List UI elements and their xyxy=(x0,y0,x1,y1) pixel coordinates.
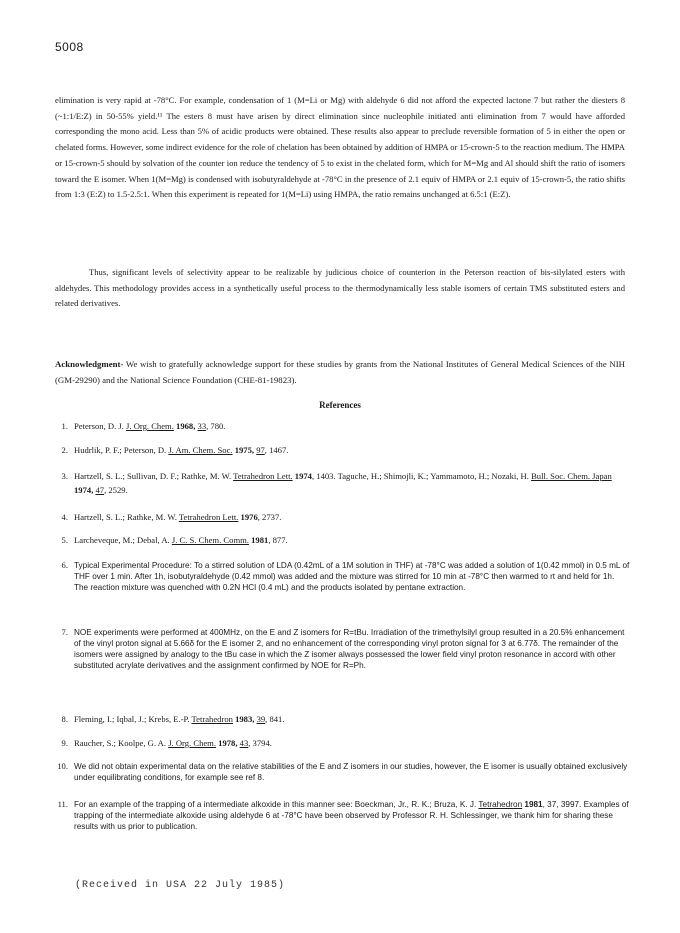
received-date: (Received in USA 22 July 1985) xyxy=(75,880,286,891)
reference-3: 3. Hartzell, S. L.; Sullivan, D. F.; Rathke, M. W. Tetrahedron Lett. 1974, 1403. Taguche, H.; Shimojli, K.; Yammamoto, H.; Nozaki, H. Bull. Soc. Chem. Japan 1974, 47, 2529. xyxy=(61,471,612,495)
acknowledgment-text: We wish to gratefully acknowledge support for these studies by grants from the National Institutes of General Medical Sciences of the NIH (GM-29290) and the National Science Foundation (CHE-81-19823). xyxy=(55,359,625,385)
reference-7: 7. NOE experiments were performed at 400MHz, on the E and Z isomers for R=tBu. Irradiation of the trimethylsilyl group resulted in a 20.5% enhancement of the vinyl proton signal at 5.66δ for the E isomer 2, and no enhancement of the corresponding vinyl proton signal for 3 at 6.77δ. The remainder of the isomers were assigned by analogy to the tBu case in which the Z isomer always possessed the lower field vinyl proton resonance in accord with other substituted acrylate derivatives and the assignment confirmed by NOE for R=Ph. xyxy=(61,627,625,670)
reference-5: 5. Larcheveque, M.; Debal, A. J. C. S. Chem. Comm. 1981, 877. xyxy=(61,535,288,545)
reference-11: 11. For an example of the trapping of a intermediate alkoxide in this manner see: Boeckman, Jr., R. K.; Bruza, K. J. Tetrahedron 1981, 37, 3997. Examples of trapping of the intermediate alkoxide using aldehyde 6 at -78°C have been observed by Professor R. H. Schlessinger, we thank him for sharing these results with us prior to publication. xyxy=(57,799,629,831)
paragraph-selectivity: Thus, significant levels of selectivity appear to be realizable by judicious choice of counterion in the Peterson reaction of bis-silylated esters with aldehydes. This methodology provides access in a synthetically useful process to the thermodynamically less stable isomers of certain TMS substituted esters and related derivatives. xyxy=(55,267,625,309)
references-title: References xyxy=(319,400,361,410)
page-number: 5008 xyxy=(55,40,84,54)
reference-8: 8. Fleming, I.; Iqbal, J.; Krebs, E.-P. Tetrahedron 1983, 39, 841. xyxy=(61,714,285,724)
reference-1: 1. Peterson, D. J. J. Org. Chem. 1968, 33, 780. xyxy=(61,421,226,431)
paragraph-elimination: elimination is very rapid at -78°C. For example, condensation of 1 (M=Li or Mg) with aldehyde 6 did not afford the expected lactone 7 but rather the diesters 8 (~1:1/E:Z) in 50-55% yield.¹¹ The esters 8 must have arisen by direct elimination since nucleophile initiated anti elimination from 7 would have afforded corresponding the mono acid. Less than 5% of acidic products were obtained. These results also appear to preclude reversible formation of 5 in either the open or chelated forms. However, some indirect evidence for the role of chelation has been obtained by addition of HMPA or 15-crown-5 to the reaction medium. The HMPA or 15-crown-5 should by solvation of the counter ion reduce the tendency of 5 to exist in the chelated form, which for M=Mg and Al should shift the ratio of isomers toward the E isomer. When 1(M=Mg) is condensed with isobutyraldehyde at -78°C in the presence of 2.1 equiv of HMPA or 2.1 equiv of 15-crown-5, the ratio shifts from 1:3 (E:Z) to 1.5-2.5:1. When this experiment is repeated for 1(M=Li) using HMPA, the ratio remains unchanged at 6.5:1 (E:Z). xyxy=(55,95,625,200)
reference-4: 4. Hartzell, S. L.; Rathke, M. W. Tetrahedron Lett. 1976, 2737. xyxy=(61,512,282,522)
reference-2: 2. Hudrlik, P. F.; Peterson, D. J. Am. Chem. Soc. 1975, 97, 1467. xyxy=(61,445,289,455)
reference-6: 6. Typical Experimental Procedure: To a stirred solution of LDA (0.42mL of a 1M solution in THF) at -78°C was added a solution of 1(0.42 mmol) in 0.5 mL of THF over 1 min. After 1h, isobutyraldehyde (0.42 mmol) was added and the mixture was stirred for 10 min at -78°C then warmed to rt and held for 1h. The reaction mixture was quenched with 0.2N HCl (0.4 mL) and the products isolated by pentane extraction. xyxy=(61,560,630,592)
acknowledgment-heading: Acknowledgment- xyxy=(55,359,124,369)
reference-10: 10. We did not obtain experimental data on the relative stabilities of the E and Z isomers in our studies, however, the E isomer is usually obtained exclusively under equilibrating conditions, for example see ref 8. xyxy=(57,761,628,782)
reference-9: 9. Raucher, S.; Koolpe, G. A. J. Org. Chem. 1978, 43, 3794. xyxy=(61,738,272,748)
acknowledgment xyxy=(55,357,625,388)
